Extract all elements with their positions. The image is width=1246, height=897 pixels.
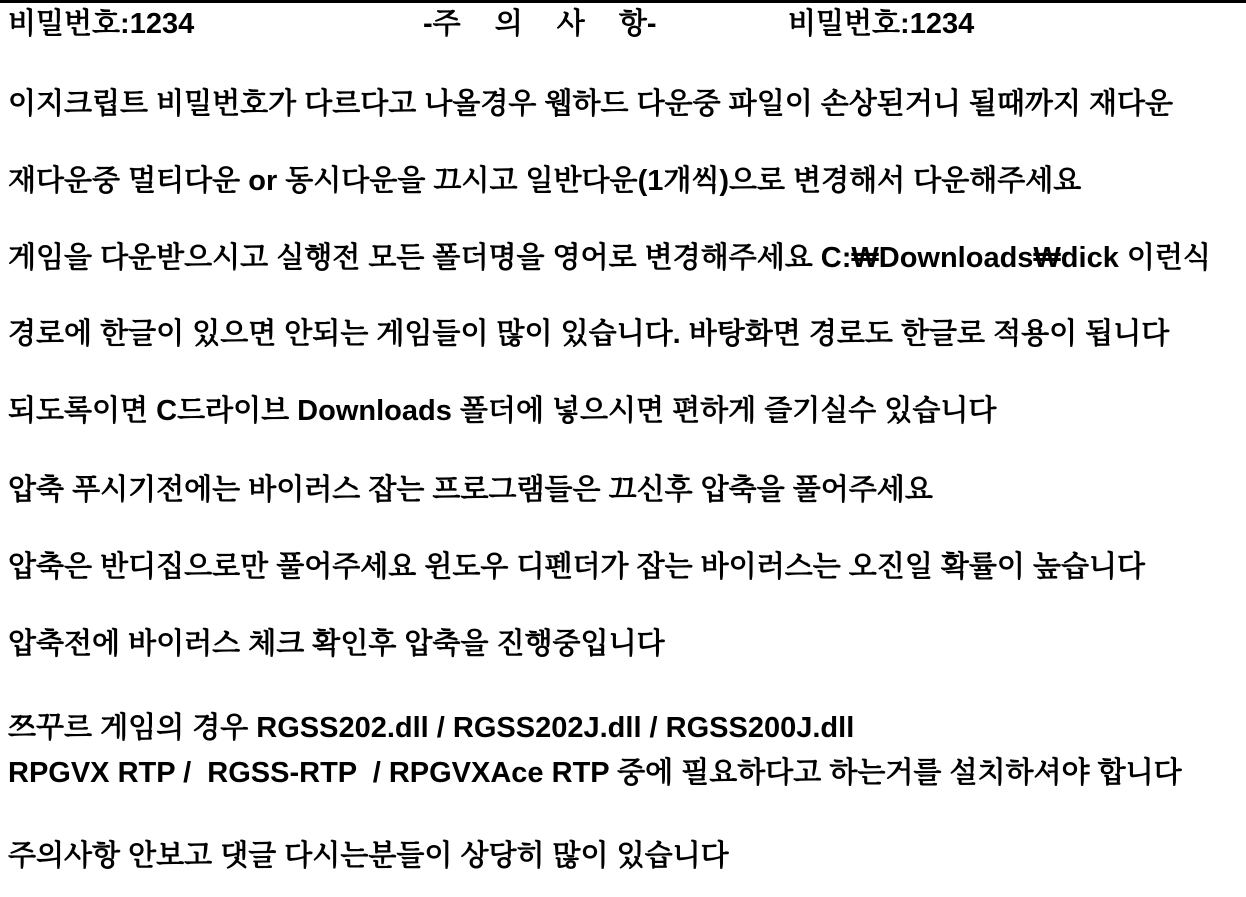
header-row — [0, 6, 1246, 46]
notice-line: 압축 푸시기전에는 바이러스 잡는 프로그램들은 끄신후 압축을 풀어주세요 — [8, 474, 933, 506]
notice-line: 압축은 반디집으로만 풀어주세요 윈도우 디펜더가 잡는 바이러스는 오진일 확률이 높습니다 — [8, 551, 1146, 583]
notice-line: 게임을 다운받으시고 실행전 모든 폴더명을 영어로 변경해주세요 C:₩Downloads₩dick 이런식 — [8, 242, 1211, 274]
notice-line: 되도록이면 C드라이브 Downloads 폴더에 넣으시면 편하게 즐기실수 있습니다 — [8, 395, 997, 427]
password-right: 비밀번호:1234 — [788, 8, 975, 40]
password-left: 비밀번호:1234 — [8, 8, 195, 40]
notice-line: 이지크립트 비밀번호가 다르다고 나올경우 웹하드 다운중 파일이 손상된거니 될때까지 재다운 — [8, 88, 1174, 120]
notice-line: 재다운중 멀티다운 or 동시다운을 끄시고 일반다운(1개씩)으로 변경해서 다운해주세요 — [8, 165, 1082, 197]
notice-line: 쯔꾸르 게임의 경우 RGSS202.dll / RGSS202J.dll / RGSS200J.dll — [8, 712, 855, 744]
notice-line: 경로에 한글이 있으면 안되는 게임들이 많이 있습니다. 바탕화면 경로도 한글로 적용이 됩니다 — [8, 318, 1170, 350]
notice-line: 압축전에 바이러스 체크 확인후 압축을 진행중입니다 — [8, 628, 665, 660]
notice-line: RPGVX RTP / RGSS-RTP / RPGVXAce RTP 중에 필요하다고 하는거를 설치하셔야 합니다 — [8, 757, 1182, 789]
page-title: -주 의 사 항- — [423, 8, 657, 40]
top-border — [0, 0, 1246, 3]
notice-line: 주의사항 안보고 댓글 다시는분들이 상당히 많이 있습니다 — [8, 840, 729, 872]
